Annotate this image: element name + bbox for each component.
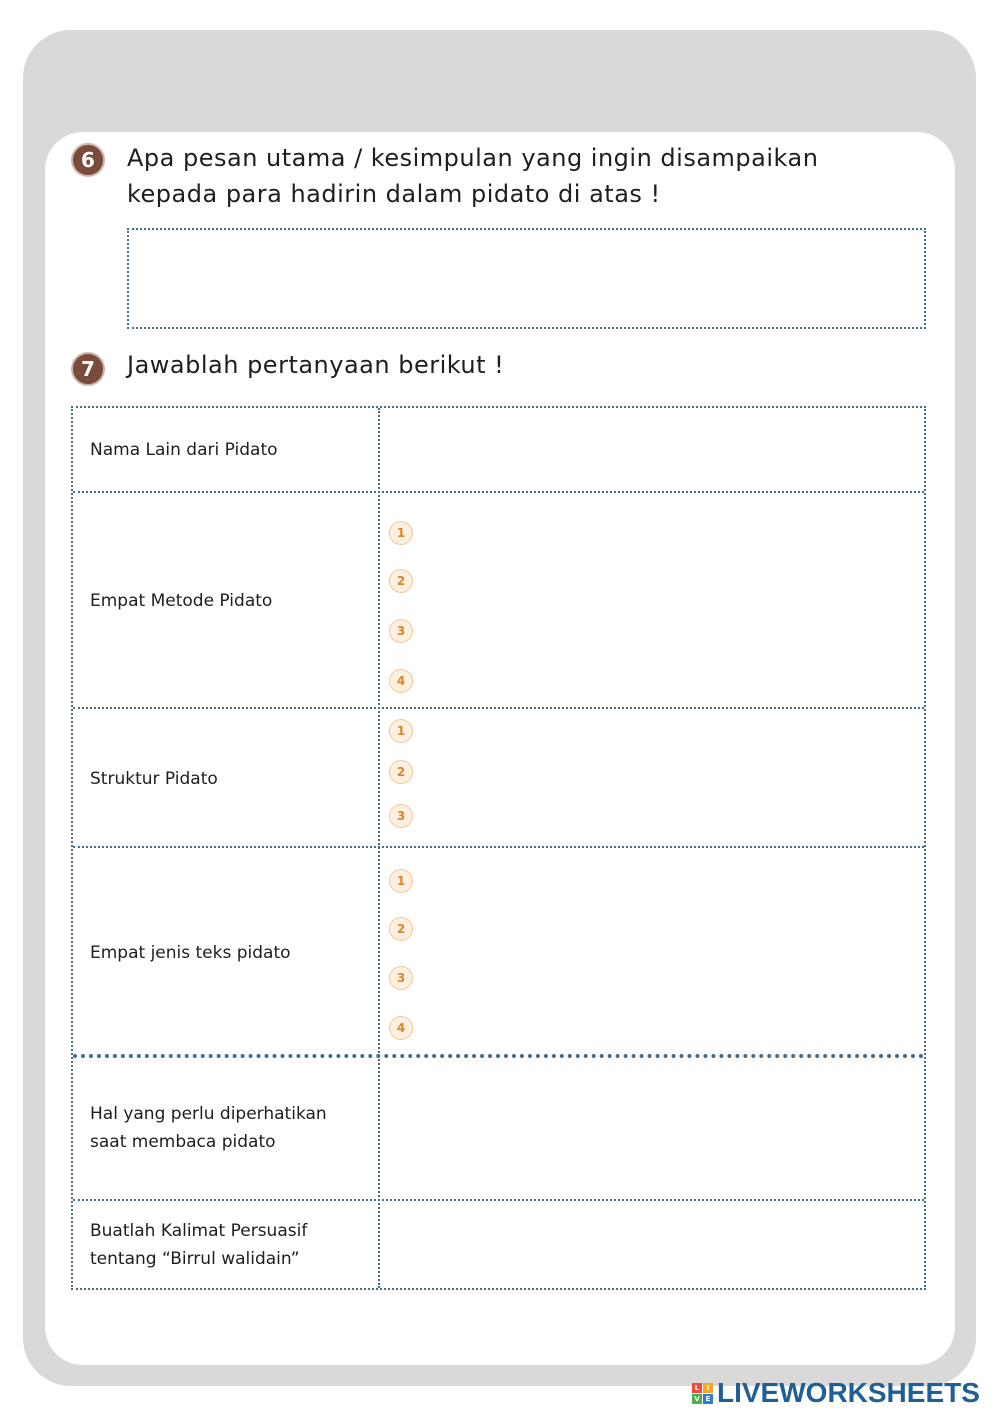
logo-letter: L [692,1383,702,1393]
logo-icon [692,1383,713,1404]
number-badge: 1 [389,869,413,893]
question-6-line2: kepada para hadirin dalam pidato di atas ! [127,180,661,208]
number-badge: 2 [389,569,413,593]
answer-cell-persuasif[interactable] [381,1201,922,1288]
row-label-hal-perlu-line1: Hal yang perlu diperhatikan [90,1104,327,1124]
table-row [73,846,924,1054]
answer-box-6[interactable] [127,228,926,329]
row-label-hal-perlu [90,1100,370,1156]
question-6-number: 6 [71,143,105,177]
row-label-jenis-teks: Empat jenis teks pidato [90,943,291,963]
logo-text: LIVEWORKSHEETS [717,1377,980,1408]
number-badge: 2 [389,760,413,784]
answer-cell-metode[interactable] [418,497,918,705]
answer-cell-struktur[interactable] [418,713,918,844]
row-label-metode: Empat Metode Pidato [90,591,273,611]
number-badge: 3 [389,619,413,643]
table-row [73,1054,924,1199]
answer-cell-nama-lain[interactable] [381,408,922,491]
table-row [73,707,924,846]
row-label-persuasif-line2: tentang “Birrul walidain” [90,1249,300,1269]
number-badge: 4 [389,669,413,693]
question-7-text: Jawablah pertanyaan berikut ! [127,351,505,379]
logo-letter: V [692,1394,702,1404]
number-badge: 1 [389,521,413,545]
answer-table [71,406,926,1290]
table-row [73,1199,924,1288]
number-badge: 2 [389,917,413,941]
answer-cell-jenis-teks[interactable] [418,852,918,1052]
table-row [73,491,924,707]
row-label-persuasif [90,1217,370,1273]
row-label-nama-lain: Nama Lain dari Pidato [90,440,278,460]
question-6-line1: Apa pesan utama / kesimpulan yang ingin disampaikan [127,144,819,172]
number-badge: 3 [389,804,413,828]
number-badge: 1 [389,719,413,743]
logo-letter: E [703,1394,713,1404]
number-badge: 4 [389,1016,413,1040]
question-7-number: 7 [71,352,105,386]
table-row [73,408,924,491]
number-badge: 3 [389,966,413,990]
row-label-struktur: Struktur Pidato [90,769,218,789]
answer-cell-hal-perlu[interactable] [381,1058,922,1199]
row-label-hal-perlu-line2: saat membaca pidato [90,1132,276,1152]
row-label-persuasif-line1: Buatlah Kalimat Persuasif [90,1221,308,1241]
liveworksheets-logo [692,1378,980,1408]
logo-letter: I [703,1383,713,1393]
